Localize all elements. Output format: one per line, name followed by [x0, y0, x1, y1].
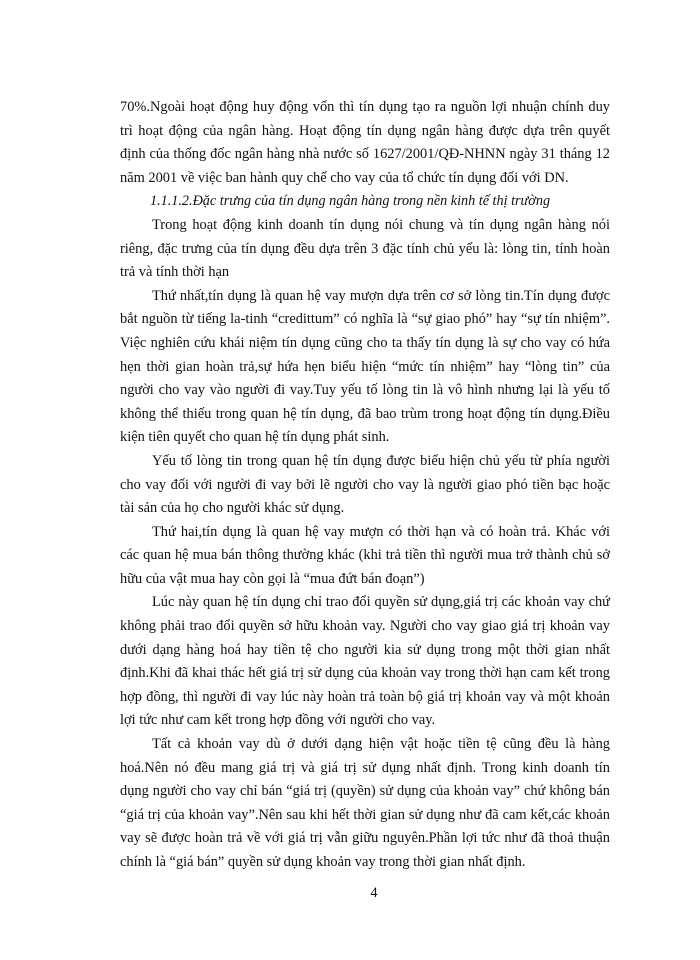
paragraph-line: Tất cả khoản vay dù ở dưới dạng hiện vật hoặc tiền tệ cũng đều là hàng: [152, 736, 610, 753]
paragraph-line: vay sẽ được hoàn trả về với giá trị vẫn giữu nguyên.Phần lợi tức như đã thoả thuận: [120, 830, 610, 847]
paragraph-line: dưới dạng hàng hoá hay tiền tệ cho người kia sử dụng trong một thời gian nhất: [120, 641, 610, 658]
paragraph-line: chính là “giá bán” quyền sử dụng khoản vay trong thời gian nhất định.: [120, 854, 526, 870]
paragraph-line: Việc nghiên cứu khái niệm tín dụng cũng cho ta thấy tín dụng là sự cho vay có hứa: [120, 334, 610, 351]
paragraph-line: hữu của vật mua hay còn gọi là “mua đứt bán đoạn”): [120, 570, 425, 587]
paragraph-line: hoá.Nên nó đều mang giá trị và giá trị sử dụng nhất định. Trong kinh doanh tín: [120, 759, 610, 776]
section-heading: 1.1.1.2.Đặc trưng của tín dụng ngân hàng trong nền kinh tế thị trường: [150, 193, 551, 210]
paragraph-line: định của thống đốc ngân hàng nhà nước số 1627/2001/QĐ-NHNN ngày 31 tháng 12: [120, 146, 610, 163]
paragraph-line: riêng, đặc trưng của tín dụng đều dựa trên 3 đặc tính chủ yếu là: lòng tin, tính hoàn: [120, 240, 610, 257]
paragraph-line: không phải trao đổi quyền sở hữu khoản vay. Người cho vay giao giá trị khoản vay: [120, 618, 610, 635]
paragraph-line: Thứ nhất,tín dụng là quan hệ vay mượn dựa trên cơ sở lòng tin.Tín dụng được: [152, 287, 610, 304]
paragraph-line: dụng người cho vay chỉ bán “giá trị (quyền) sử dụng của khoản vay” chứ không bán: [120, 783, 610, 800]
paragraph-line: trì hoạt động của ngân hàng. Hoạt động tín dụng ngân hàng được dựa trên quyết: [120, 122, 610, 139]
paragraph-line: người cho vay vào người đi vay.Tuy yếu tố lòng tin là vô hình nhưng lại là yếu tố: [120, 382, 610, 399]
document-body: [120, 96, 610, 875]
paragraph-line: kiện tiên quyết cho quan hệ tín dụng phát sinh.: [120, 429, 390, 446]
paragraph-line: hẹn thời gian hoàn trả,sự hứa hẹn biểu hiện “mức tín nhiệm” hay “lòng tin” của: [120, 358, 610, 375]
page-number: 4: [370, 885, 378, 901]
paragraph-line: “giá trị của khoản vay”.Nên sau khi hết thời gian sử dụng như đã cam kết,các khoản: [120, 806, 610, 823]
paragraph-line: Thứ hai,tín dụng là quan hệ vay mượn có thời hạn và có hoàn trả. Khác với: [152, 523, 610, 540]
paragraph-line: bắt nguồn từ tiếng la-tinh “credittum” có nghĩa là “sự giao phó” hay “sự tín nhiệm”.: [120, 311, 610, 328]
paragraph-line: không thể thiếu trong quan hệ tín dụng, đã bao trùm trong hoạt động tín dụng.Điều: [120, 405, 610, 422]
paragraph-line: định.Khi đã khai thác hết giá trị sử dụng của khoản vay trong thời hạn cam kết trong: [120, 665, 610, 682]
paragraph-line: Yếu tố lòng tin trong quan hệ tín dụng được biểu hiện chủ yếu từ phía người: [152, 452, 610, 469]
paragraph-line: Lúc này quan hệ tín dụng chỉ trao đổi quyền sử dụng,giá trị các khoản vay chứ: [152, 594, 610, 611]
paragraph-line: 70%.Ngoài hoạt động huy động vốn thì tín dụng tạo ra nguồn lợi nhuận chính duy: [120, 99, 610, 115]
paragraph-line: Trong hoạt động kinh doanh tín dụng nói chung và tín dụng ngân hàng nói: [152, 216, 610, 233]
paragraph-line: trả và tính thời hạn: [120, 264, 230, 281]
paragraph-line: lợi tức như cam kết trong hợp đồng với người cho vay.: [120, 712, 436, 729]
paragraph-line: hợp đồng, thì người đi vay lúc này hoàn trả toàn bộ giá trị khoản vay và một khoản: [120, 688, 610, 705]
paragraph-line: cho vay đối với người đi vay bởi lẽ người cho vay là người giao phó tiền bạc hoặc: [120, 476, 610, 493]
paragraph-line: năm 2001 về việc ban hành quy chế cho vay của tổ chức tín dụng đối với DN.: [120, 169, 569, 186]
paragraph-line: tài sản của họ cho người khác sử dụng.: [120, 500, 345, 517]
paragraph-line: các quan hệ mua bán thông thường khác (khi trả tiền thì người mua trở thành chủ sở: [120, 547, 610, 564]
